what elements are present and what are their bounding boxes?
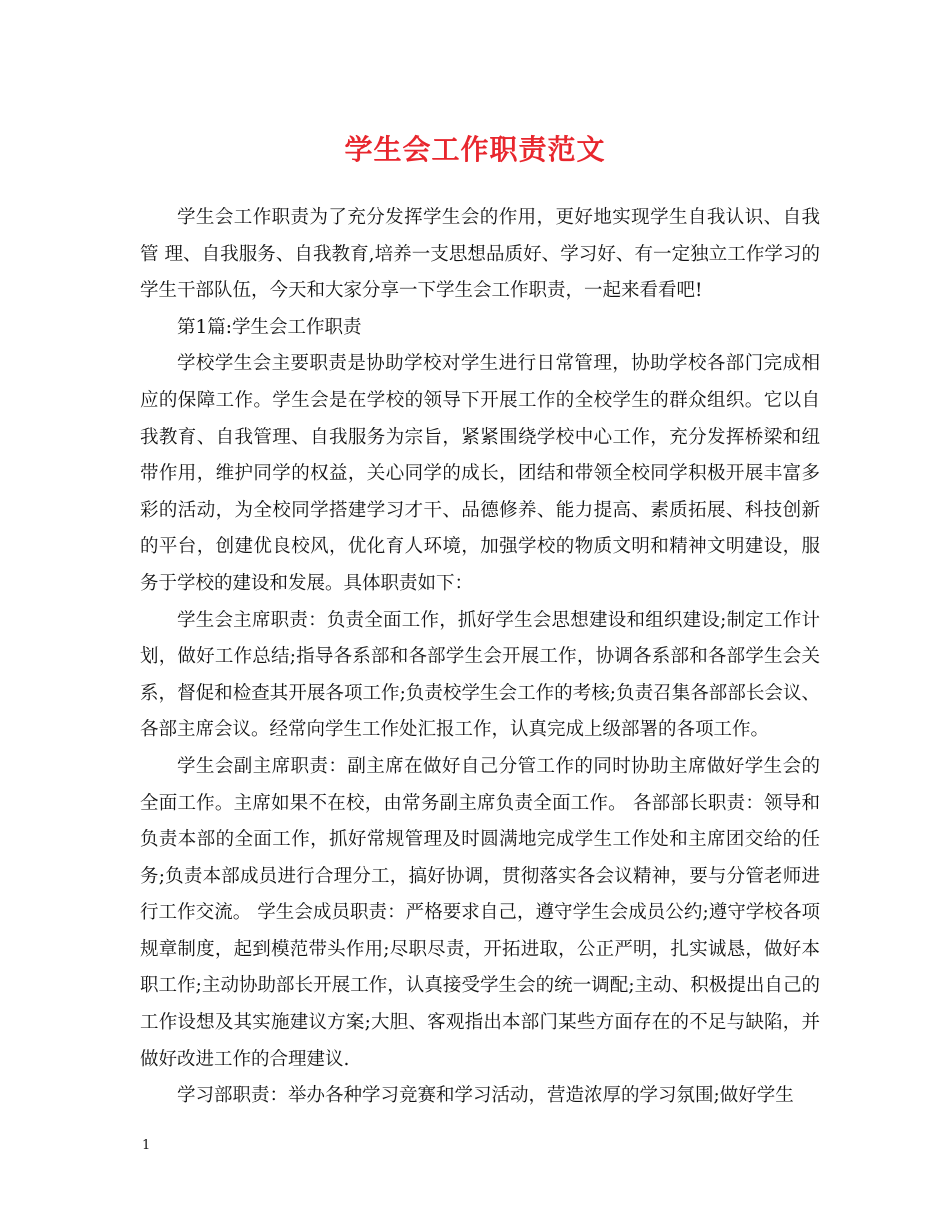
intro-paragraph: 学生会工作职责为了充分发挥学生会的作用，更好地实现学生自我认识、自我管 理、自我服务、自我教育,培养一支思想品质好、学习好、有一定独立工作学习的学生干部队伍，今天和大家分享一下学生会工作职责，一起来看看吧! — [140, 207, 820, 302]
section-heading: 第1篇:学生会工作职责 — [177, 316, 362, 338]
page-number: 1 — [142, 1138, 151, 1153]
document-body — [140, 200, 820, 1115]
body-paragraph: 学生会副主席职责：副主席在做好自己分管工作的同时协助主席做好学生会的全面工作。主席如果不在校，由常务副主席负责全面工作。 各部部长职责：领导和负责本部的全面工作，抓好常规管理及时圆满地完成学生工作处和主席团交给的任务;负责本部成员进行合理分工，搞好协调，贯彻落实各会议精神，要与分管老师进行工作交流。 学生会成员职责：严格要求自己，遵守学生会成员公约;遵守学校各项规章制度，起到模范带头作用;尽职尽责，开拓进取，公正严明，扎实诚恳，做好本职工作;主动协助部长开展工作，认真接受学生会的统一调配;主动、积极提出自己的工作设想及其实施建议方案;大胆、客观指出本部门某些方面存在的不足与缺陷，并做好改进工作的合理建议. — [140, 755, 820, 1070]
document-title: 学生会工作职责范文 — [344, 133, 606, 166]
body-paragraph: 学校学生会主要职责是协助学校对学生进行日常管理，协助学校各部门完成相应的保障工作。学生会是在学校的领导下开展工作的全校学生的群众组织。它以自我教育、自我管理、自我服务为宗旨，紧紧围绕学校中心工作，充分发挥桥梁和纽带作用，维护同学的权益，关心同学的成长，团结和带领全校同学积极开展丰富多彩的活动，为全校同学搭建学习才干、品德修养、能力提高、素质拓展、科技创新的平台，创建优良校风，优化育人环境，加强学校的物质文明和精神文明建设，服务于学校的建设和发展。具体职责如下： — [140, 353, 820, 594]
body-paragraph: 学习部职责：举办各种学习竞赛和学习活动，营造浓厚的学习氛围;做好学生 — [177, 1085, 794, 1107]
body-paragraph: 学生会主席职责：负责全面工作，抓好学生会思想建设和组织建设;制定工作计划，做好工作总结;指导各系部和各部学生会开展工作，协调各系部和各部学生会关系，督促和检查其开展各项工作;负责校学生会工作的考核;负责召集各部部长会议、各部主席会议。经常向学生工作处汇报工作，认真完成上级部署的各项工作。 — [140, 609, 820, 741]
